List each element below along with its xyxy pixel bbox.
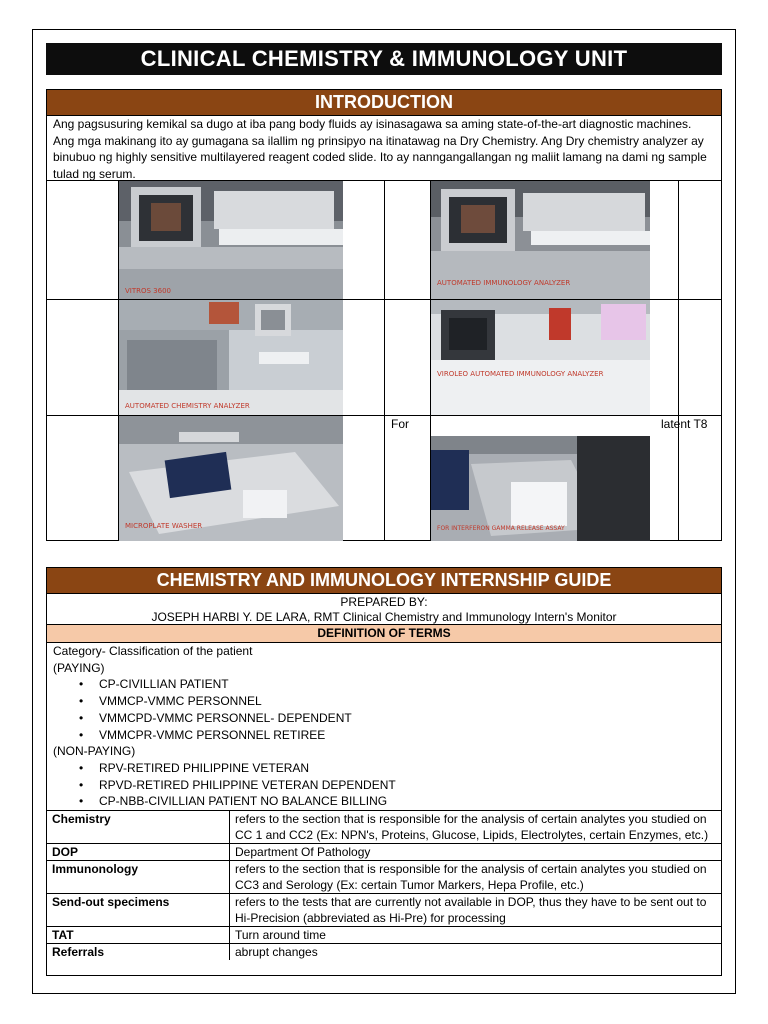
photo-caption: MICROPLATE WASHER [125, 522, 203, 530]
term-cell: DOP [47, 844, 230, 861]
immunology-analyzer-photo [431, 181, 650, 299]
definitions-heading: DEFINITION OF TERMS [47, 625, 721, 643]
vitros-analyzer-photo [119, 181, 343, 299]
category-intro: Category- Classification of the patient [53, 644, 253, 658]
term-cell: Immunonology [47, 861, 230, 894]
list-item: • VMMCPR-VMMC PERSONNEL RETIREE [53, 727, 721, 744]
category-block [47, 643, 721, 811]
list-item: • CP-CIVILLIAN PATIENT [53, 676, 721, 693]
photo-caption: AUTOMATED CHEMISTRY ANALYZER [125, 402, 250, 410]
definition-cell: refers to the section that is responsible for the analysis of certain analytes you studied on CC 1 and CC2 (Ex: NPN's, Proteins, Glucose, Lipids, Electrolytes, certain Enzymes, etc.) [230, 811, 722, 844]
term-cell: Send-out specimens [47, 894, 230, 927]
definition-cell: refers to the tests that are currently not available in DOP, thus they have to be sent out to Hi-Precision (abbreviated as Hi-Pre) for processing [230, 894, 722, 927]
introduction-section [46, 89, 722, 541]
guide-heading: CHEMISTRY AND IMMUNOLOGY INTERNSHIP GUIDE [47, 568, 721, 594]
row3-left-text: For [391, 417, 409, 431]
definition-cell: refers to the section that is responsible for the analysis of certain analytes you studied on CC3 and Serology (Ex: certain Tumor Markers, Hepa Profile, etc.) [230, 861, 722, 894]
table-row [47, 844, 721, 861]
term-cell: Chemistry [47, 811, 230, 844]
chemistry-analyzer-photo [119, 300, 343, 415]
term-cell: TAT [47, 927, 230, 944]
list-item: • CP-NBB-CIVILLIAN PATIENT NO BALANCE BILLING [53, 793, 721, 810]
list-item: • RPVD-RETIRED PHILIPPINE VETERAN DEPENDENT [53, 777, 721, 794]
photo-grid [47, 181, 721, 541]
term-cell: Referrals [47, 944, 230, 961]
table-row [47, 894, 721, 927]
microplate-washer-photo [119, 416, 343, 541]
prepared-by-name: JOSEPH HARBI Y. DE LARA, RMT Clinical Chemistry and Immunology Intern's Monitor [151, 610, 617, 624]
viroleo-analyzer-photo [431, 300, 650, 415]
row3-right-text: latent T8 [661, 417, 708, 431]
table-row [47, 927, 721, 944]
photo-caption: VITROS 3600 [125, 287, 171, 295]
definition-cell: abrupt changes [235, 945, 318, 960]
photo-caption: AUTOMATED IMMUNOLOGY ANALYZER [437, 279, 571, 287]
introduction-text: Ang pagsusuring kemikal sa dugo at iba pang body fluids ay isinasagawa sa aming state-of-the-art diagnostic machines. Ang mga makinang ito ay gumagana sa ilallim ng prinsipyo na itinatawag na Dry Chemistry. Ang Dry chemistry analyzer ay binubuo ng highly sensitive multilayered reagent coded slide. Ito ay nanngangallangan ng maliit lamang na dami ng sample tulad ng serum. [47, 116, 721, 181]
internship-guide-section [46, 567, 722, 976]
prepared-by-block [47, 594, 721, 625]
definition-cell: Turn around time [230, 927, 722, 944]
introduction-heading: INTRODUCTION [47, 90, 721, 116]
list-item: • VMMCPD-VMMC PERSONNEL- DEPENDENT [53, 710, 721, 727]
list-item: • VMMCP-VMMC PERSONNEL [53, 693, 721, 710]
nonpaying-list [53, 760, 721, 810]
page-title: CLINICAL CHEMISTRY & IMMUNOLOGY UNIT [46, 43, 722, 75]
photo-caption: VIROLEO AUTOMATED IMMUNOLOGY ANALYZER [437, 370, 604, 378]
paying-list [53, 676, 721, 743]
prepared-label: PREPARED BY: [340, 595, 428, 609]
terms-table [47, 811, 721, 960]
table-row [47, 944, 721, 961]
paying-label: (PAYING) [53, 660, 105, 675]
photo-caption: FOR INTERFERON GAMMA RELEASE ASSAY [437, 525, 565, 532]
igra-washer-photo [431, 436, 650, 541]
nonpaying-label: (NON-PAYING) [53, 744, 136, 759]
list-item: • RPV-RETIRED PHILIPPINE VETERAN [53, 760, 721, 777]
table-row [47, 811, 721, 844]
definition-cell: Department Of Pathology [230, 844, 722, 861]
table-row [47, 861, 721, 894]
